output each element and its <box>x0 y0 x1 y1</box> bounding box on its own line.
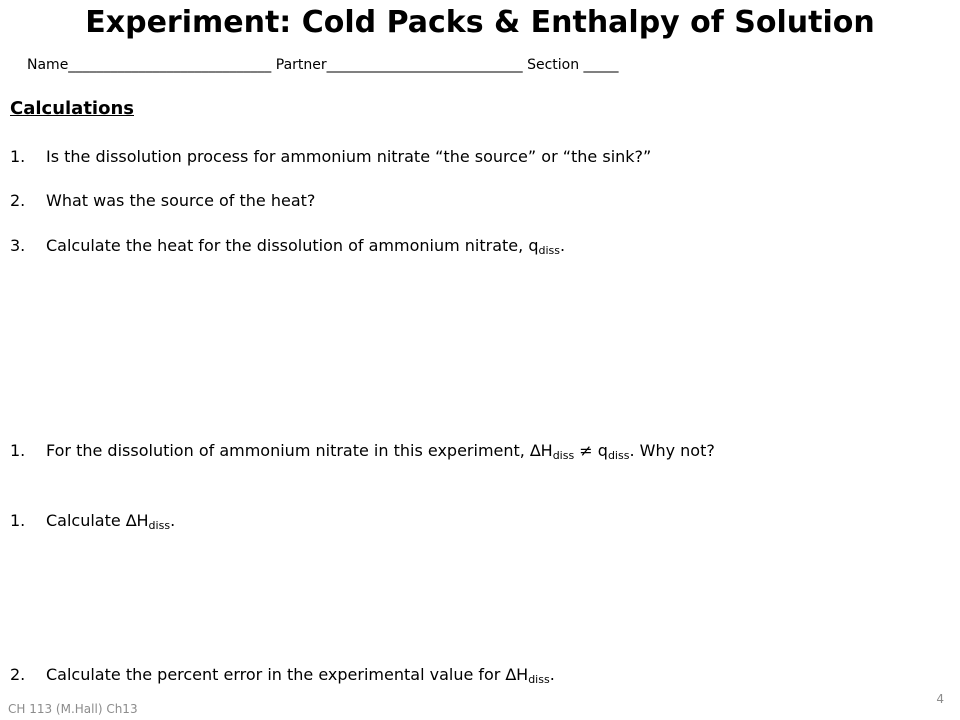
section-heading: Calculations <box>10 98 134 119</box>
question-text: Calculate the heat for the dissolution of ammonium nitrate, $q_{diss}$. <box>46 236 566 257</box>
question-number: 3. <box>10 236 26 255</box>
page-title: Experiment: Cold Packs & Enthalpy of Solution <box>85 5 875 40</box>
question-text: What was the source of the heat? <box>46 191 316 210</box>
question-number: 2. <box>10 665 26 684</box>
question-text: Calculate $\Delta H_{diss}$. <box>46 511 176 532</box>
question-text: Calculate the percent error in the experimental value for $\Delta H_{diss}$. <box>46 665 555 686</box>
page-number: 4 <box>936 692 944 706</box>
question-number: 1. <box>10 511 26 530</box>
name-partner-section-line: Name_____________________________ Partner____________________________ Section _____ <box>27 57 619 73</box>
question-number: 1. <box>10 147 26 166</box>
question-number: 1. <box>10 441 26 460</box>
question-text: Is the dissolution process for ammonium nitrate “the source” or “the sink?” <box>46 147 652 166</box>
footer-course-label: CH 113 (M.Hall) Ch13 <box>8 702 138 716</box>
question-text: For the dissolution of ammonium nitrate in this experiment, $\Delta H_{diss} \ne q_{diss}$. Why not? <box>46 441 715 462</box>
question-number: 2. <box>10 191 26 210</box>
